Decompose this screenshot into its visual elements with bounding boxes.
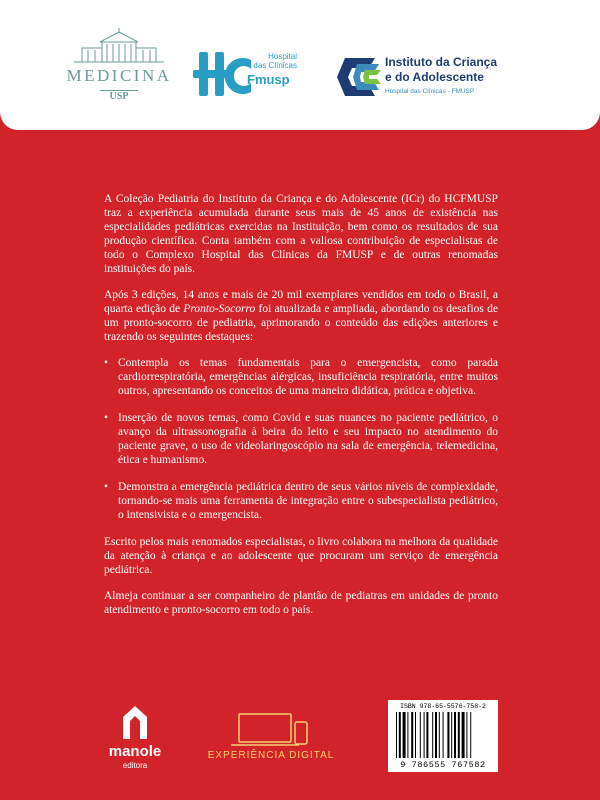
icr-title-line1: Instituto da Criança	[385, 55, 498, 69]
hc-fmusp-logo	[193, 50, 323, 102]
manole-subtitle: editora	[122, 761, 148, 770]
barcode	[396, 712, 490, 758]
list-item	[104, 356, 498, 398]
icr-logo	[335, 52, 525, 102]
icr-subtitle: Hospital das Clínicas - FMUSP	[385, 88, 475, 95]
medicina-usp-mark: USP	[100, 90, 138, 102]
icr-title-line2: e do Adolescente	[385, 70, 484, 84]
back-cover-text	[104, 192, 498, 629]
editions-text-end: foi atualizada e ampliada, abordando os desafios de um pronto-socorro de pediatria, aprimorando o conteúdo das edições anteriores e trazendo os seguintes destaques:	[104, 303, 498, 343]
experiencia-digital-badge	[205, 710, 337, 770]
hc-line2: das Clínicas	[253, 61, 297, 70]
bullet-icon: •	[104, 481, 109, 493]
medicina-building-icon	[64, 28, 174, 68]
phone-icon	[294, 721, 308, 745]
editions-text-start: Após 3 edições, 14 anos e mais de 20 mil exemplares vendidos em todo o Brasil, a quarta edição de	[104, 289, 498, 315]
hc-logo-icon	[193, 50, 253, 102]
icr-logo-icon	[335, 54, 381, 100]
barcode-number: 9 786555 767582	[400, 760, 486, 770]
isbn-barcode-box	[388, 700, 498, 772]
list-item	[104, 411, 498, 467]
list-item-text: Inserção de novos temas, como Covid e suas nuances no paciente pediátrico, o avanço da ultrassonografia à beira do leito e seu impacto no atendimento do paciente grave, o uso de videolaringoscópio na sala de emergência, telemedicina, ética e humanismo.	[118, 412, 498, 466]
icr-title	[385, 55, 535, 85]
list-item	[104, 480, 498, 522]
manole-logo-icon	[106, 703, 164, 743]
bullet-icon: •	[104, 412, 109, 424]
isbn-text: ISBN 978-65-5576-758-2	[400, 703, 486, 710]
manole-logo	[106, 703, 164, 785]
intro-paragraph: A Coleção Pediatria do Instituto da Criança e do Adolescente (ICr) do HCFMUSP traz a experiência acumulada durante seus mais de 45 anos de existência nas especialidades pediátricas exercidas na Instituição, bem como os resultados de sua produção científica. Conta também com a valiosa contribuição de especialistas de todo o Complexo Hospital das Clínicas da FMUSP e de outras renomadas instituições do país.	[104, 193, 498, 275]
header-banner	[0, 0, 600, 130]
book-title: Pronto-Socorro	[183, 303, 256, 315]
hc-line1: Hospital	[268, 52, 297, 61]
laptop-icon	[205, 710, 337, 748]
medicina-usp-logo	[64, 28, 174, 108]
hc-hospital-label	[249, 52, 297, 70]
authors-paragraph: Escrito pelos mais renomados especialistas, o livro colabora na melhora da qualidade da atenção à criança e ao adolescente que procuram um serviço de emergência pediátrica.	[104, 536, 498, 576]
highlights-list	[104, 356, 498, 522]
list-item-text: Demonstra a emergência pediátrica dentro de seus vários níveis de complexidade, tornando-se mais uma ferramenta de integração entre o subespecialista pediátrico, o intensivista e o emergencista.	[118, 481, 498, 521]
list-item-text: Contempla os temas fundamentais para o emergencista, como parada cardiorrespiratória, emergências alérgicas, insuficiência respiratória, entre muitos outros, apresentando os conceitos de uma maneira didática, prática e objetiva.	[118, 357, 498, 397]
medicina-wordmark: MEDICINA	[66, 66, 172, 85]
hc-fmusp-wordmark: Fmusp	[247, 72, 290, 87]
bullet-icon: •	[104, 357, 109, 369]
experiencia-digital-label: EXPERIÊNCIA DIGITAL	[207, 750, 335, 761]
editions-paragraph	[104, 288, 498, 344]
manole-wordmark: manole	[108, 743, 162, 760]
closing-paragraph: Almeja continuar a ser companheiro de plantão de pediatras em unidades de pronto atendimento e pronto-socorro em todo o país.	[104, 590, 498, 616]
